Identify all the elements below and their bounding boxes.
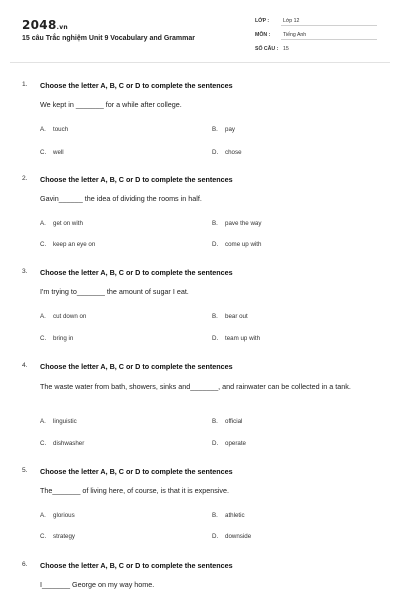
question-instruction: Choose the letter A, B, C or D to complete the sentences [40,561,233,570]
option-d[interactable] [212,149,242,156]
option-letter: C. [40,533,47,540]
logo-main: 2048 [22,18,57,32]
option-a[interactable] [40,126,68,133]
meta-key: MÔN : [255,32,271,38]
question-stem: The waste water from bath, showers, sinks and_______, and rainwater can be collected in a tank. [40,382,351,391]
option-text: official [225,418,243,425]
option-text: cut down on [53,313,87,320]
option-text: get on with [53,220,83,227]
meta-key: LỚP : [255,18,270,24]
question-stem: I'm trying to_______ the amount of sugar I eat. [40,287,189,296]
question-instruction: Choose the letter A, B, C or D to complete the sentences [40,362,233,371]
option-letter: B. [212,313,218,320]
option-text: chose [225,149,242,156]
question-number: 6. [22,561,28,568]
option-a[interactable] [40,418,77,425]
option-text: pave the way [225,220,262,227]
option-letter: C. [40,149,47,156]
option-letter: C. [40,241,47,248]
meta-underline [281,25,377,26]
option-d[interactable] [212,533,251,540]
question-number: 3. [22,268,28,275]
option-b[interactable] [212,220,261,227]
option-a[interactable] [40,220,83,227]
option-letter: D. [212,440,219,447]
option-text: well [53,149,64,156]
document-title: 15 câu Trắc nghiệm Unit 9 Vocabulary and Grammar [22,35,195,42]
option-d[interactable] [212,335,260,342]
meta-value: Tiếng Anh [283,32,307,38]
option-text: touch [53,126,69,133]
option-a[interactable] [40,313,86,320]
meta-value: 15 [283,46,289,52]
option-letter: A. [40,126,46,133]
option-b[interactable] [212,418,242,425]
option-letter: D. [212,241,219,248]
option-c[interactable] [40,533,75,540]
option-letter: D. [212,335,219,342]
question-stem: Gavin______ the idea of dividing the rooms in half. [40,194,202,203]
option-b[interactable] [212,126,235,133]
option-text: dishwasher [53,440,85,447]
option-d[interactable] [212,241,261,248]
question-stem: The_______ of living here, of course, is that it is expensive. [40,486,229,495]
meta-value: Lớp 12 [283,18,300,24]
option-text: team up with [225,335,261,342]
option-text: pay [225,126,235,133]
question-number: 2. [22,175,28,182]
option-b[interactable] [212,313,248,320]
logo-suffix: .vn [56,24,68,31]
option-letter: C. [40,335,47,342]
option-text: bear out [225,313,248,320]
option-b[interactable] [212,512,245,519]
option-text: come up with [225,241,262,248]
option-text: strategy [53,533,76,540]
meta-key: SỐ CÂU : [255,46,279,52]
option-text: operate [225,440,246,447]
question-stem: We kept in _______ for a while after college. [40,100,182,109]
option-c[interactable] [40,149,64,156]
question-stem: I_______ George on my way home. [40,580,155,589]
option-letter: A. [40,512,46,519]
option-letter: A. [40,418,46,425]
option-c[interactable] [40,440,84,447]
question-number: 5. [22,467,28,474]
option-text: glorious [53,512,75,519]
option-text: bring in [53,335,74,342]
header-divider [10,62,390,63]
option-letter: A. [40,220,46,227]
option-text: athletic [225,512,245,519]
option-letter: D. [212,533,219,540]
question-instruction: Choose the letter A, B, C or D to complete the sentences [40,81,233,90]
option-text: keep an eye on [53,241,96,248]
option-letter: D. [212,149,219,156]
option-letter: B. [212,512,218,519]
meta-underline [281,39,377,40]
option-letter: B. [212,220,218,227]
option-letter: B. [212,418,218,425]
option-text: linguistic [53,418,77,425]
option-letter: B. [212,126,218,133]
option-letter: A. [40,313,46,320]
site-logo[interactable] [22,18,68,32]
question-instruction: Choose the letter A, B, C or D to complete the sentences [40,175,233,184]
option-c[interactable] [40,335,73,342]
question-instruction: Choose the letter A, B, C or D to complete the sentences [40,467,233,476]
question-instruction: Choose the letter A, B, C or D to complete the sentences [40,268,233,277]
question-number: 1. [22,81,28,88]
option-d[interactable] [212,440,246,447]
option-a[interactable] [40,512,75,519]
question-number: 4. [22,362,28,369]
option-c[interactable] [40,241,95,248]
option-text: downside [225,533,252,540]
option-letter: C. [40,440,47,447]
